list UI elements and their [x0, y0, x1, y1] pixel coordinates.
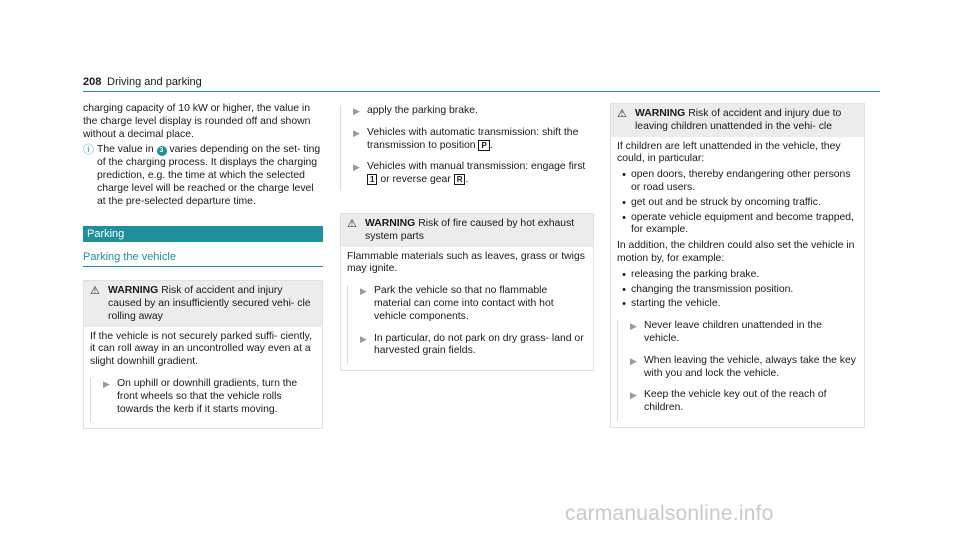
column-left [83, 103, 323, 429]
instruction-step: ▶ Vehicles with automatic transmission: shift the transmission to position P . [353, 126, 579, 151]
arrow-right-icon: ▶ [353, 162, 360, 173]
warning-box [340, 213, 594, 371]
warning-label: WARNING [635, 108, 686, 119]
warning-triangle-icon: ⚠ [90, 285, 100, 298]
instruction-step: ▶ When leaving the vehicle, always take the key with you and lock the vehicle. [630, 354, 856, 379]
bullet-list [617, 169, 858, 237]
list-item: • releasing the parking brake. [617, 269, 858, 282]
warning-body: If children are left unattended in the vehicle, they could, in particular: • open doors, thereby endangering other persons or road users. • get out and be struck by oncoming traffic. • operate vehicle equipment and become trapped, for example. In addition, the children could also set the vehicle in motion by, for example: • releasing the parking brake. • changing the transmission position. • starting the vehicle. ▶ Never leave children unattended in the vehicle. ▶ When leaving the vehicle, always take the key with you and lock the vehicle. ▶ Keep the vehicle key out of the reach of children. [611, 137, 864, 427]
page-header [83, 74, 880, 92]
callout-3-icon: 3 [157, 146, 167, 156]
column-right [610, 103, 865, 428]
arrow-right-icon: ▶ [353, 106, 360, 116]
chapter-title: Driving and parking [107, 76, 202, 88]
warning-header [84, 281, 322, 326]
list-item: • changing the transmission position. [617, 284, 858, 297]
warning-box [610, 103, 865, 428]
instruction-step: ▶ Park the vehicle so that no flammable material can come into contact with hot vehicle components. [360, 285, 554, 322]
arrow-right-icon: ▶ [353, 127, 360, 138]
bullet-dot-icon: • [622, 283, 626, 296]
info-icon: ⓘ [83, 144, 94, 157]
subsection-heading: Parking the vehicle [83, 251, 323, 267]
bullet-dot-icon: • [622, 298, 626, 311]
warning-triangle-icon: ⚠ [617, 108, 627, 120]
list-item: • operate vehicle equipment and become trapped, for example. [617, 212, 858, 238]
arrow-right-icon: ▶ [630, 390, 637, 401]
instruction-step: ▶ In particular, do not park on dry grass- land or harvested grain fields. [360, 332, 584, 357]
warning-body: Flammable materials such as leaves, grass or twigs may ignite. ▶ Park the vehicle so that no flammable material can come into contact with hot vehicle components. ▶ In particular, do not park on dry grass- land or harvested grain fields. [341, 247, 593, 371]
bullet-list [617, 269, 858, 311]
bullet-dot-icon: • [622, 211, 626, 224]
instruction-step: ▶ Never leave children unattended in the vehicle. [630, 320, 822, 344]
warning-header [341, 214, 593, 247]
gear-p-key-icon: P [478, 140, 489, 151]
warning-title: Risk of accident and injury caused by an insufficiently secured vehi- cle rolling away [108, 285, 311, 322]
arrow-right-icon: ▶ [360, 286, 367, 297]
warning-title: Risk of accident and injury due to leaving children unattended in the vehi- cle [635, 108, 842, 132]
intro-paragraph: charging capacity of 10 kW or higher, the value in the charge level display is rounded off and shown without a decimal place. [83, 103, 311, 140]
list-item: • starting the vehicle. [617, 298, 858, 311]
arrow-right-icon: ▶ [103, 378, 110, 389]
column-middle [340, 103, 594, 371]
warning-box [83, 280, 323, 429]
warning-header [611, 104, 864, 137]
bullet-dot-icon: • [622, 268, 626, 281]
arrow-right-icon: ▶ [360, 333, 367, 344]
instruction-step: ▶ Keep the vehicle key out of the reach of children. [630, 389, 827, 414]
section-heading: Parking [83, 226, 323, 242]
list-item: • get out and be struck by oncoming traffic. [617, 197, 858, 210]
page-number: 208 [83, 76, 102, 88]
warning-label: WARNING [365, 217, 416, 229]
bullet-dot-icon: • [622, 196, 626, 209]
warning-body: If the vehicle is not securely parked suffi- ciently, it can roll away in an uncontrolled way even at a slight downhill gradient. ▶ On uphill or downhill gradients, turn the front wheels so that the vehicle rolls towards the kerb if it starts moving. [84, 327, 322, 429]
bullet-dot-icon: • [622, 169, 626, 182]
instruction-step: ▶ Vehicles with manual transmission: engage first 1 or reverse gear R . [353, 161, 586, 186]
note [83, 144, 323, 208]
warning-title: Risk of fire caused by hot exhaust system parts [365, 217, 575, 242]
arrow-right-icon: ▶ [630, 355, 637, 366]
watermark: carmanualsonline.info [565, 502, 774, 525]
warning-triangle-icon: ⚠ [347, 217, 357, 230]
warning-label: WARNING [108, 285, 159, 297]
instruction-step: ▶ apply the parking brake. [353, 105, 478, 116]
gear-r-key-icon: R [454, 174, 466, 185]
note-text: The value in 3 varies depending on the set- ting of the charging process. It displays the charging prediction, e.g. the time at which the selected charge level will be reached or the charge level at the pre-selected departure time. [97, 144, 321, 207]
gear-1-key-icon: 1 [367, 174, 377, 185]
arrow-right-icon: ▶ [630, 321, 637, 332]
instruction-step: ▶ On uphill or downhill gradients, turn the front wheels so that the vehicle rolls towards the kerb if it starts moving. [103, 377, 298, 415]
list-item: • open doors, thereby endangering other persons or road users. [617, 169, 858, 195]
